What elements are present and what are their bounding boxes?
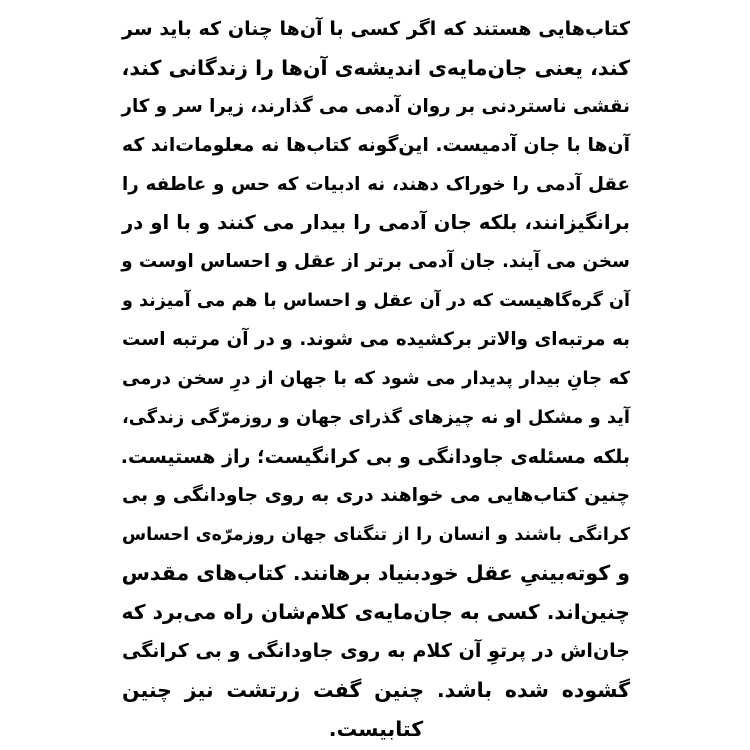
text-line: گشوده شده باشد. چنین گفت زرتشت نیز چنین	[122, 678, 630, 703]
text-line: جان‌اش در پرتوِ آن کلام به روی جاودانگی و بی کرانگی	[122, 640, 630, 663]
text-line: سخن می آیند. جان آدمی برتر از عقل و احساس اوست و	[121, 251, 630, 273]
text-line: کند، یعنی جان‌مایه‌ی اندیشه‌ی آن‌ها را زندگانی کند،	[121, 55, 630, 80]
text-line: آن گره‌گاهیست که در آن عقل و احساس با هم می آمیزند و	[122, 291, 630, 312]
persian-paragraph	[122, 10, 630, 749]
text-line: آید و مشکل او نه چیزهای گذرای جهان و روزمرّگی زندگی،	[122, 407, 630, 428]
text-line: عقل آدمی را خوراک دهند، نه ادبیات که حس و عاطفه را	[122, 173, 630, 195]
text-line: نقشی ناستردنی بر روان آدمی می گذارند، زیرا سر و کار	[121, 95, 630, 117]
text-line: برانگیزانند، بلکه جان آدمی را بیدار می کنند و با او در	[122, 211, 630, 235]
text-line: بلکه مسئله‌ی جاودانگی و بی کرانگیست؛ راز هستیست.	[120, 445, 630, 468]
text-line: و کوته‌بینیِ عقل خودبنیاد برهانند. کتاب‌های مقدس	[121, 561, 630, 586]
text-line: چنین کتاب‌هایی می خواهند دری به روی جاودانگی و بی	[122, 484, 630, 506]
text-line: که جانِ بیدار پدیدار می شود که با جهان از درِ سخن درمی	[122, 368, 630, 390]
text-line: به مرتبه‌ای والاتر برکشیده می شوند. و در آن مرتبه است	[122, 329, 630, 351]
text-line: چنین‌اند. کسی به جان‌مایه‌ی کلام‌شان راه می‌برد که	[121, 600, 630, 625]
text-line: کرانگی باشند و انسان را از تنگنای جهان روزمرّه‌ی احساس	[122, 524, 630, 545]
text-line: کتاب‌هایی هستند که اگر کسی با آن‌ها چنان که باید سر	[122, 18, 630, 40]
text-line: آن‌ها با جان آدمیست. این‌گونه کتاب‌ها نه معلومات‌اند که	[122, 134, 630, 156]
text-line: کتابیست.	[328, 717, 424, 742]
